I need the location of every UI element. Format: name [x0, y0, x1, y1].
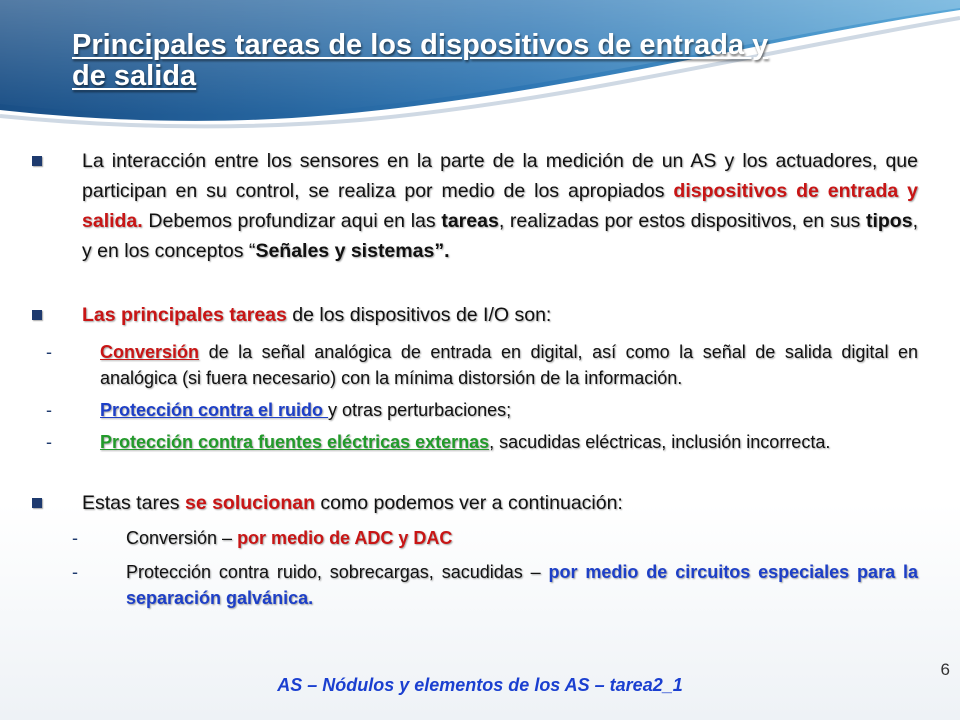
dash-marker: - [46, 400, 52, 420]
s3-text: , sacudidas eléctricas, inclusión incorrecta. [489, 432, 831, 452]
s2-text: y otras perturbaciones; [328, 400, 512, 420]
bullet-square-icon [32, 498, 42, 508]
dash-marker: - [72, 528, 78, 548]
p1-text-7: , y en los conceptos “ [82, 210, 918, 262]
p1-bold-tipos: tipos [865, 210, 913, 232]
sub-item-protection-solution [126, 559, 918, 611]
p1-bold-senales: Señales y sistemas [255, 240, 435, 262]
p1-text-1: La interacción entre los sensores en la parte de la medición de un AS y los actuadores, que participan en su control, se realiza por medio de los apropiados [82, 150, 918, 202]
p3-text-1: Estas tares [82, 492, 185, 514]
sub-item-noise [100, 397, 918, 423]
paragraph-interaction [82, 146, 918, 266]
sub-item-conversion [100, 339, 918, 391]
dash-marker: - [46, 432, 52, 452]
bullet-square-icon [32, 310, 42, 320]
bullet-square-icon [32, 156, 42, 166]
p1-text-3: Debemos profundizar aqui en las [142, 210, 442, 232]
p1-highlight-devices: dispositivos de entrada y salida. [82, 180, 918, 232]
paragraph-main-tasks [82, 300, 918, 330]
s1-text: de la señal analógica de entrada en digital, así como la señal de salida digital en analógica (si fuera necesario) con la mínima distorsión de la información. [100, 342, 918, 388]
p3-highlight: se solucionan [184, 492, 316, 514]
s5-highlight: por medio de circuitos especiales para la separación galvánica. [126, 562, 918, 608]
p1-bold-tareas: tareas [441, 210, 499, 232]
dash-marker: - [46, 342, 52, 362]
dash-marker: - [72, 562, 78, 582]
sub-item-external [100, 429, 918, 455]
p1-text-9: ”. [434, 240, 450, 262]
s5-text: Protección contra ruido, sobrecargas, sacudidas – [126, 562, 549, 582]
paragraph-solutions [82, 488, 918, 518]
slide-title: Principales tareas de los dispositivos de entrada y de salida [72, 29, 769, 92]
sub-item-conversion-solution [126, 525, 918, 551]
page-number: 6 [940, 660, 950, 679]
p3-text-3: como podemos ver a continuación: [315, 492, 623, 514]
s4-highlight: por medio de ADC y DAC [237, 528, 453, 548]
p2-highlight-tasks: Las principales tareas [82, 304, 287, 326]
s2-highlight: Protección contra el ruido [100, 400, 329, 420]
p2-text-2: de los dispositivos de I/O son: [286, 304, 552, 326]
s4-text: Conversión – [126, 528, 238, 548]
p1-text-5: , realizadas por estos dispositivos, en sus [498, 210, 866, 232]
s3-highlight: Protección contra fuentes eléctricas externas [100, 432, 490, 452]
s1-highlight: Conversión [100, 342, 200, 362]
footer-text: AS – Nódulos y elementos de los AS – tarea2_1 [277, 675, 683, 695]
